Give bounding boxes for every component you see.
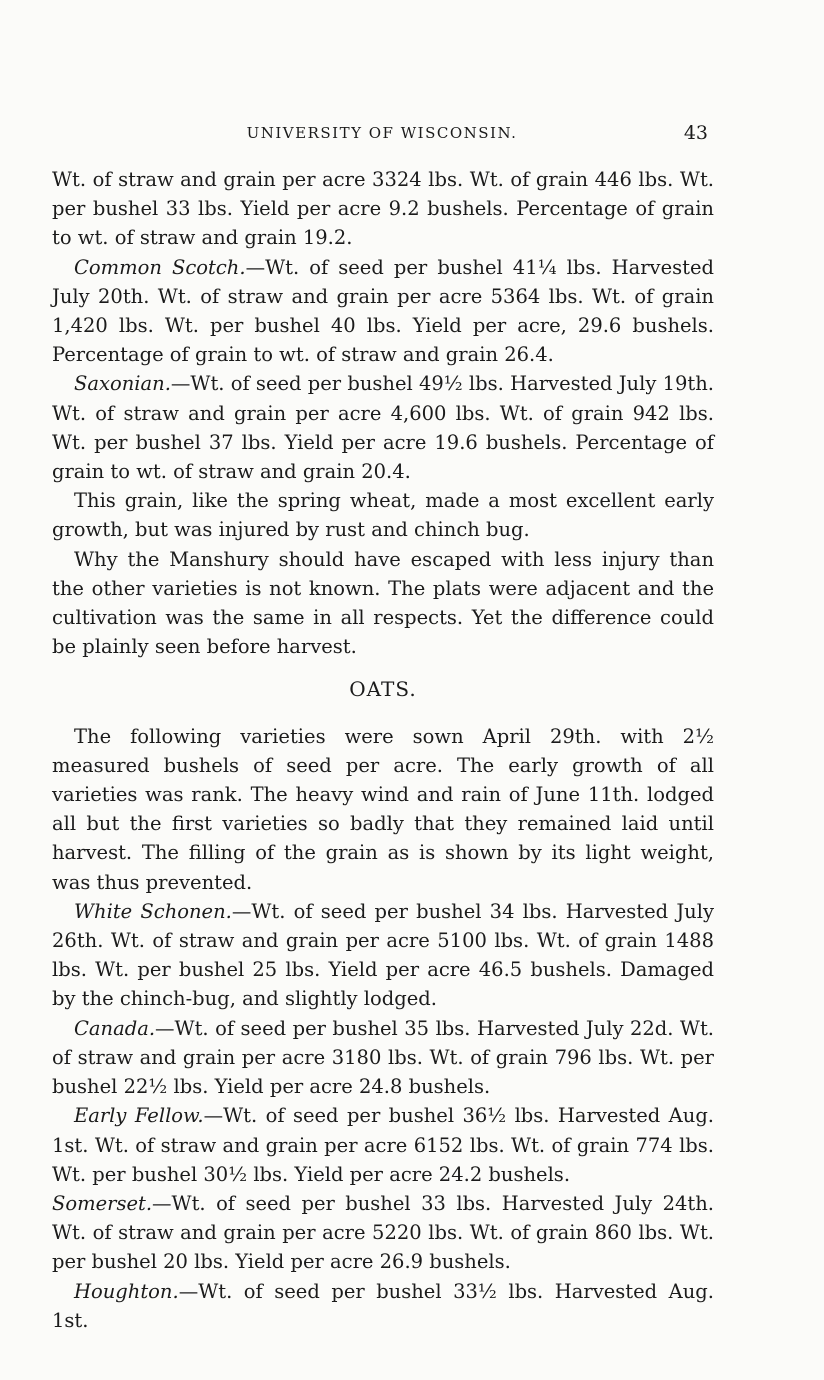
variety-name: Early Fellow. <box>74 1104 204 1128</box>
paragraph-common-scotch: Common Scotch.—Wt. of seed per bushel 41¼ lbs. Harvested July 20th. Wt. of straw and grain per acre 5364 lbs. Wt. of grain 1,420 lbs. Wt. per bushel 40 lbs. Yield per acre, 29.6 bushels. Percentage of grain to wt. of straw and grain 26.4. <box>52 255 714 367</box>
page-number: 43 <box>683 122 708 144</box>
paragraph: This grain, like the spring wheat, made a most excellent early growth, but was injured by rust and chinch bug. <box>52 489 714 542</box>
variety-name: Saxonian. <box>74 372 171 396</box>
variety-name: Houghton. <box>74 1279 179 1303</box>
paragraph-houghton: Houghton.—Wt. of seed per bushel 33½ lbs. Harvested Aug. 1st. <box>52 1279 714 1332</box>
variety-name: White Schonen. <box>74 899 232 923</box>
paragraph-white-schonen: White Schonen.—Wt. of seed per bushel 34 lbs. Harvested July 26th. Wt. of straw and grain per acre 5100 lbs. Wt. of grain 1488 lbs. Wt. per bushel 25 lbs. Yield per acre 46.5 bushels. Damaged by the chinch-bug, and slightly lodged. <box>52 899 714 1011</box>
paragraph-early-fellow: Early Fellow.—Wt. of seed per bushel 36½ lbs. Harvested Aug. 1st. Wt. of straw and grain per acre 6152 lbs. Wt. of grain 774 lbs. Wt. per bushel 30½ lbs. Yield per acre 24.2 bushels. <box>52 1104 714 1186</box>
variety-name: Canada. <box>74 1016 156 1040</box>
variety-name: Somerset. <box>52 1191 153 1215</box>
paragraph-somerset: Somerset.—Wt. of seed per bushel 33 lbs. Harvested July 24th. Wt. of straw and grain per acre 5220 lbs. Wt. of grain 860 lbs. Wt. per bushel 20 lbs. Yield per acre 26.9 bushels. <box>52 1191 714 1274</box>
running-header <box>52 122 712 150</box>
running-title: UNIVERSITY OF WISCONSIN. <box>246 124 518 142</box>
paragraph-canada: Canada.—Wt. of seed per bushel 35 lbs. Harvested July 22d. Wt. of straw and grain per acre 3180 lbs. Wt. of grain 796 lbs. Wt. per bushel 22½ lbs. Yield per acre 24.8 bushels. <box>52 1016 714 1099</box>
paragraph-saxonian: Saxonian.—Wt. of seed per bushel 49½ lbs. Harvested July 19th. Wt. of straw and grain per acre 4,600 lbs. Wt. of grain 942 lbs. Wt. per bushel 37 lbs. Yield per acre 19.6 bushels. Percentage of grain to wt. of straw and grain 20.4. <box>52 372 714 484</box>
paragraph: The following varieties were sown April 29th. with 2½ measured bushels of seed per acre. The early growth of all varieties was rank. The heavy wind and rain of June 11th. lodged all but the first varieties so badly that they remained laid until harvest. The filling of the grain as is shown by its light weight, was thus prevented. <box>52 724 714 894</box>
variety-name: Common Scotch. <box>74 255 246 279</box>
paragraph: Why the Manshury should have escaped with less injury than the other varieties is not known. The plats were adjacent and the cultivation was the same in all respects. Yet the difference could be plainly seen before harvest. <box>52 547 714 659</box>
paragraph: Wt. of straw and grain per acre 3324 lbs. Wt. of grain 446 lbs. Wt. per bushel 33 lbs. Yield per acre 9.2 bushels. Percentage of grain to wt. of straw and grain 19.2. <box>52 168 714 250</box>
section-heading: OATS. <box>349 677 417 702</box>
body-text <box>52 165 714 1335</box>
